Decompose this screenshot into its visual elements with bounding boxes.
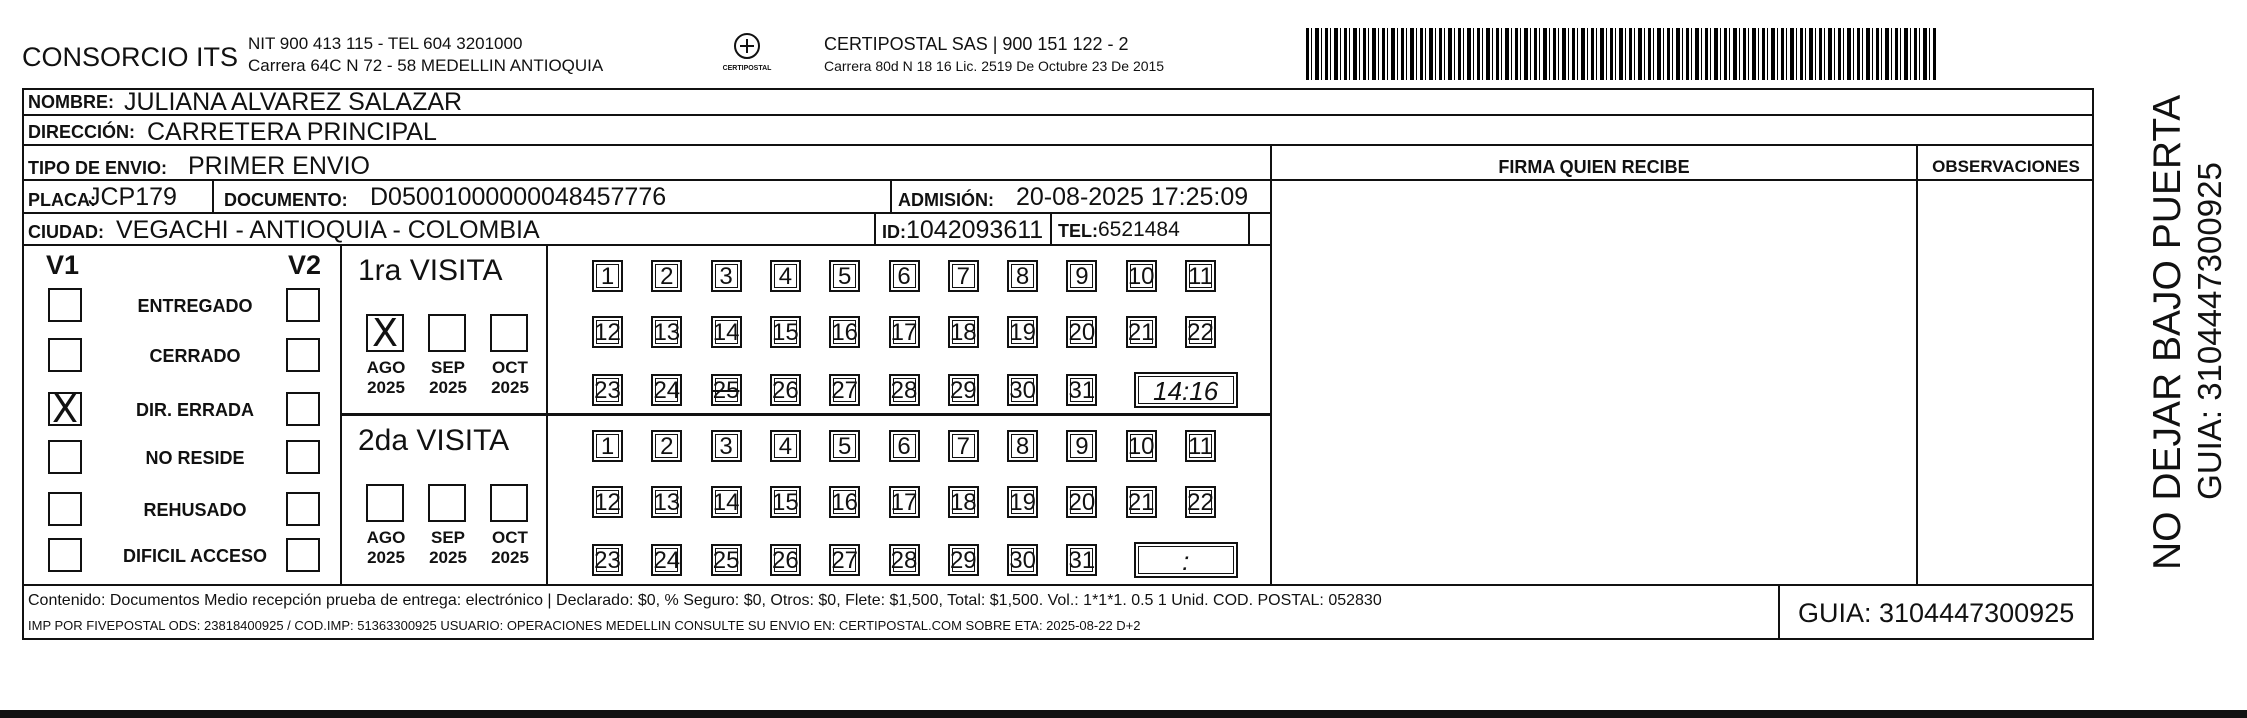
day-box[interactable]: 30 [1007,544,1038,576]
day-box[interactable]: 26 [770,544,801,576]
company-nit: NIT 900 413 115 - TEL 604 3201000 [248,34,523,53]
month-label [356,358,416,398]
month-year: 2025 [367,548,405,567]
day-box[interactable]: 25 [711,374,742,406]
day-box[interactable]: 18 [948,316,979,348]
day-box[interactable]: 15 [770,316,801,348]
footer-guia: GUIA: 3104447300925 [1798,598,2075,628]
month-label [356,528,416,568]
documento-label: DOCUMENTO: [224,190,348,210]
day-box[interactable]: 10 [1126,260,1157,292]
day-box[interactable]: 7 [948,260,979,292]
day-box[interactable]: 9 [1066,430,1097,462]
certipostal-logo [718,32,776,76]
checkbox-mark: X [371,311,399,355]
documento-value: D05001000000048457776 [370,183,667,211]
day-box[interactable]: 21 [1126,316,1157,348]
day-box[interactable]: 8 [1007,260,1038,292]
logo-text: CERTIPOSTAL [722,65,772,72]
day-box[interactable]: 4 [770,430,801,462]
status-v1-checkbox[interactable] [48,538,82,572]
day-box[interactable]: 31 [1066,544,1097,576]
status-label: NO RESIDE [145,448,245,468]
month-label [480,358,540,398]
status-label: DIFICIL ACCESO [122,546,267,566]
nombre-value: JULIANA ALVAREZ SALAZAR [124,88,463,116]
day-box[interactable]: 2 [651,260,682,292]
footer-section [22,584,2094,640]
row-placa [22,181,1270,214]
firma-area[interactable] [1270,181,1918,584]
day-box[interactable]: 16 [829,316,860,348]
side-line2: GUIA: 3104447300925 [2191,162,2228,500]
day-box[interactable]: 23 [592,544,623,576]
month-year: 2025 [491,378,529,397]
month-name: OCT [492,358,528,377]
day-box[interactable]: 24 [651,544,682,576]
month-label [418,358,478,398]
footer-line2: IMP POR FIVEPOSTAL ODS: 23818400925 / COD.IMP: 51363300925 USUARIO: OPERACIONES MEDELLIN CONSULTE SU ENVIO EN: CERTIPOSTAL.COM SOBRE ETA: 2025-08-22 D+2 [28,618,1141,633]
month-year: 2025 [491,548,529,567]
direccion-label: DIRECCIÓN: [28,122,135,142]
day-box[interactable]: 24 [651,374,682,406]
status-v2-checkbox[interactable] [286,288,320,322]
day-box[interactable]: 13 [651,486,682,518]
day-box[interactable]: 8 [1007,430,1038,462]
footer-line1: Contenido: Documentos Medio recepción prueba de entrega: electrónico | Declarado: $0, % Seguro: $0, Otros: $0, Flete: $1,500, Total: $1,500. Vol.: 1*1*1. 0.5 1 Unid. COD. POSTAL: 052830 [28,592,1382,609]
month-name: AGO [366,528,406,547]
day-box[interactable]: 17 [889,316,920,348]
day-box[interactable]: 3 [711,260,742,292]
day-box[interactable]: 1 [592,260,623,292]
side-line1: NO DEJAR BAJO PUERTA [2146,94,2189,570]
id-cell [874,214,1050,244]
visit1-title: 1ra VISITA [358,254,503,287]
barcode [1306,28,1938,80]
day-box[interactable]: 12 [592,486,623,518]
row-ciudad [22,214,1270,246]
visit2-months [342,416,548,584]
day-box[interactable]: 11 [1185,260,1216,292]
day-box[interactable]: 12 [592,316,623,348]
admision-value: 20-08-2025 17:25:09 [1016,183,1249,211]
month-name: SEP [430,358,466,377]
day-box[interactable]: 31 [1066,374,1097,406]
observaciones-header [1918,146,2094,181]
direccion-value: CARRETERA PRINCIPAL [147,118,437,146]
status-v2-checkbox[interactable] [286,538,320,572]
checkbox-mark: X [51,387,79,431]
logo-icon [732,32,762,60]
visit1-months [342,246,548,413]
month-year: 2025 [429,548,467,567]
status-v2-checkbox[interactable] [286,492,320,526]
day-box[interactable]: 20 [1066,316,1097,348]
month-checkbox[interactable] [428,484,466,522]
row-tipo [22,146,1270,181]
day-box[interactable]: 3 [711,430,742,462]
day-box[interactable]: 22 [1185,486,1216,518]
day-box[interactable]: 20 [1066,486,1097,518]
day-box[interactable]: 30 [1007,374,1038,406]
status-v1-checkbox[interactable] [48,492,82,526]
day-box[interactable]: 27 [829,374,860,406]
v1-label: V1 [46,250,80,280]
day-box[interactable]: 29 [948,544,979,576]
day-box[interactable]: 17 [889,486,920,518]
day-box[interactable]: 18 [948,486,979,518]
certipostal-info: CERTIPOSTAL SAS | 900 151 122 - 2 [824,34,1129,54]
day-box[interactable]: 1 [592,430,623,462]
day-box[interactable]: 27 [829,544,860,576]
footer-guia-cell [1778,586,2094,640]
month-year: 2025 [429,378,467,397]
day-box[interactable]: 6 [889,430,920,462]
month-label [480,528,540,568]
row-nombre [22,88,2094,116]
id-label: ID: [882,222,906,242]
day-box[interactable]: 22 [1185,316,1216,348]
day-box[interactable]: 14 [711,316,742,348]
status-label: REHUSADO [143,500,247,520]
day-box[interactable]: 19 [1007,486,1038,518]
tel-label: TEL: [1058,221,1098,241]
certipostal-address: Carrera 80d N 18 16 Lic. 2519 De Octubre 23 De 2015 [824,58,1165,74]
month-checkbox[interactable] [490,484,528,522]
id-value: 1042093611 [906,216,1044,244]
day-box[interactable]: 29 [948,374,979,406]
day-box[interactable]: 10 [1126,430,1157,462]
visit2-title: 2da VISITA [358,424,510,457]
status-label: CERRADO [149,346,241,366]
v2-label: V2 [288,250,322,280]
status-v2-checkbox[interactable] [286,338,320,372]
day-box[interactable]: 26 [770,374,801,406]
day-box[interactable]: 23 [592,374,623,406]
tel-cell [1050,214,1250,244]
ciudad-label: CIUDAD: [28,222,104,242]
status-section [22,246,342,584]
day-box[interactable]: 5 [829,430,860,462]
admision-cell [890,181,1270,212]
status-v1-checkbox[interactable] [48,387,82,431]
day-box[interactable]: 28 [889,374,920,406]
company-name: CONSORCIO ITS [22,42,239,72]
day-box[interactable]: 21 [1126,486,1157,518]
firma-header [1270,146,1918,181]
day-box[interactable]: 6 [889,260,920,292]
placa-value: JCP179 [88,183,177,211]
day-box[interactable]: 9 [1066,260,1097,292]
day-box[interactable]: 7 [948,430,979,462]
month-year: 2025 [367,378,405,397]
month-label [418,528,478,568]
month-name: OCT [492,528,528,547]
month-checkbox[interactable] [490,314,528,352]
time-box[interactable]: : [1134,542,1238,578]
tipo-label: TIPO DE ENVIO: [28,158,168,178]
status-label: ENTREGADO [137,296,253,316]
tipo-value: PRIMER ENVIO [188,152,370,180]
page-trim [0,710,2247,718]
month-checkbox[interactable] [366,311,404,355]
company-address: Carrera 64C N 72 - 58 MEDELLIN ANTIOQUIA [248,56,604,75]
status-v1-checkbox[interactable] [48,338,82,372]
admision-label: ADMISIÓN: [898,190,994,210]
day-box[interactable]: 16 [829,486,860,518]
day-box[interactable]: 2 [651,430,682,462]
day-box[interactable]: 14 [711,486,742,518]
visit2-section [342,416,1270,584]
day-box[interactable]: 4 [770,260,801,292]
nombre-label: NOMBRE: [28,92,114,112]
visit1-section [342,246,1270,416]
day-box[interactable]: 19 [1007,316,1038,348]
status-label: DIR. ERRADA [135,400,254,420]
day-box[interactable]: 5 [829,260,860,292]
day-box[interactable]: 28 [889,544,920,576]
month-name: SEP [430,528,466,547]
observaciones-label: OBSERVACIONES [1932,157,2080,176]
side-text [2108,90,2228,590]
day-box[interactable]: 25 [711,544,742,576]
month-checkbox[interactable] [366,484,404,522]
status-v2-checkbox[interactable] [286,440,320,474]
status-v1-checkbox[interactable] [48,440,82,474]
placa-cell [22,181,214,212]
day-box[interactable]: 13 [651,316,682,348]
time-box[interactable]: 14:16 [1134,372,1238,408]
month-checkbox[interactable] [428,314,466,352]
day-box[interactable]: 15 [770,486,801,518]
tel-value: 6521484 [1098,218,1180,241]
month-name: AGO [366,358,406,377]
firma-label: FIRMA QUIEN RECIBE [1498,157,1690,177]
day-box[interactable]: 11 [1185,430,1216,462]
row-direccion [22,116,2094,146]
ciudad-value: VEGACHI - ANTIOQUIA - COLOMBIA [116,216,540,244]
status-v2-checkbox[interactable] [286,392,320,426]
placa-label: PLACA: [28,190,96,210]
status-v1-checkbox[interactable] [48,288,82,322]
